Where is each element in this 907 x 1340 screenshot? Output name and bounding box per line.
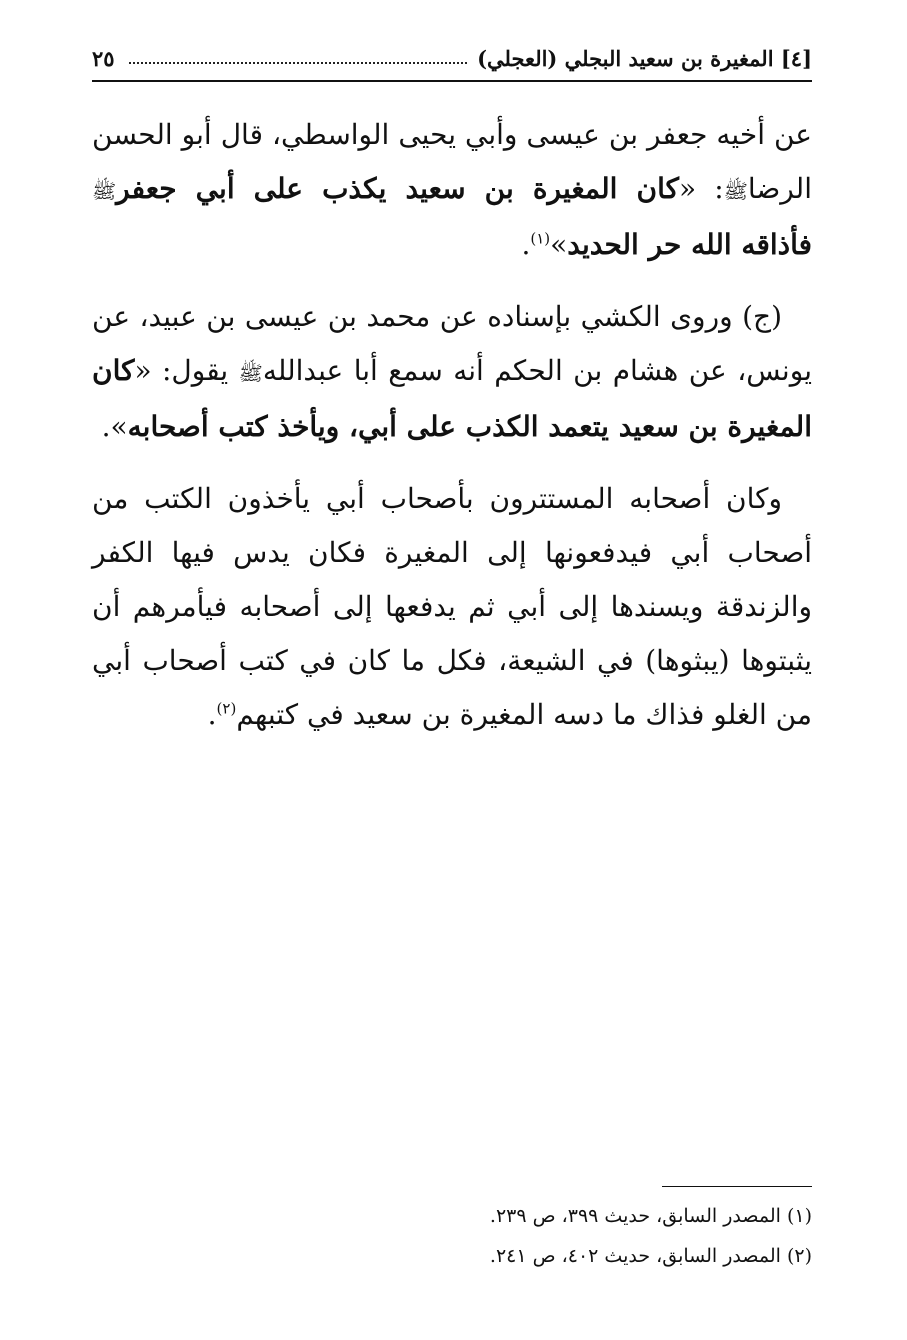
bold-quote: فأذاقه الله حر الحديد (567, 228, 812, 261)
page-number: ٢٥ (92, 45, 115, 71)
footnote-2: (٢) المصدر السابق، حديث ٤٠٢، ص ٢٤١. (489, 1245, 812, 1267)
text-segment: : « (678, 172, 724, 205)
text-segment: » (550, 228, 568, 261)
text-segment: » (110, 410, 128, 443)
footnote-rule (662, 1186, 812, 1187)
paragraph-1 (92, 108, 812, 272)
honorific-glyph: ﷺ (723, 179, 748, 203)
header-rule (92, 80, 812, 82)
running-header (92, 40, 812, 76)
text-segment: يقول: « (134, 354, 239, 387)
text-segment: . (207, 698, 217, 731)
text-segment: وكان أصحابه المستترون بأصحاب أبي يأخذون الكتب من أصحاب أبي فيدفعونها إلى المغيرة فكان يدس فيها الكفر والزندقة ويسندها إلى أبي ثم يدفعها إلى أصحابه فيأمرهم أن يثبتوها (يبثوها) في الشيعة، فكل ما كان في كتب أصحاب أبي من الغلو فذاك ما دسه المغيرة بن سعيد في كتبهم (92, 482, 812, 731)
header-leader-dots (129, 62, 468, 64)
text-segment: (ج) وروى الكشي بإسناده عن محمد بن عيسى بن عبيد، عن يونس، عن هشام بن الحكم أنه سمع أبا عبدالله (92, 300, 812, 387)
footnote-ref: (١) (530, 229, 551, 248)
text-segment: . (101, 410, 111, 443)
footnote-1: (١) المصدر السابق، حديث ٣٩٩، ص ٢٣٩. (489, 1205, 812, 1227)
text-segment: عن أخيه جعفر بن عيسى وأبي يحيى الواسطي، قال أبو الحسن الرضا (92, 118, 812, 205)
header-title: [٤] المغيرة بن سعيد البجلي (العجلي) (477, 45, 812, 71)
bold-quote: كان المغيرة بن سعيد يتعمد الكذب على أبي، ويأخذ كتب أصحابه (92, 354, 812, 443)
text-segment: . (521, 228, 531, 261)
honorific-glyph: ﷺ (92, 179, 117, 203)
body-text (92, 108, 812, 760)
footnote-ref: (٢) (216, 699, 237, 718)
bold-quote: كان المغيرة بن سعيد يكذب على أبي جعفر (116, 172, 679, 205)
footnotes (92, 1196, 812, 1276)
honorific-glyph: ﷺ (238, 361, 263, 385)
paragraph-2 (92, 290, 812, 454)
paragraph-3 (92, 472, 812, 742)
